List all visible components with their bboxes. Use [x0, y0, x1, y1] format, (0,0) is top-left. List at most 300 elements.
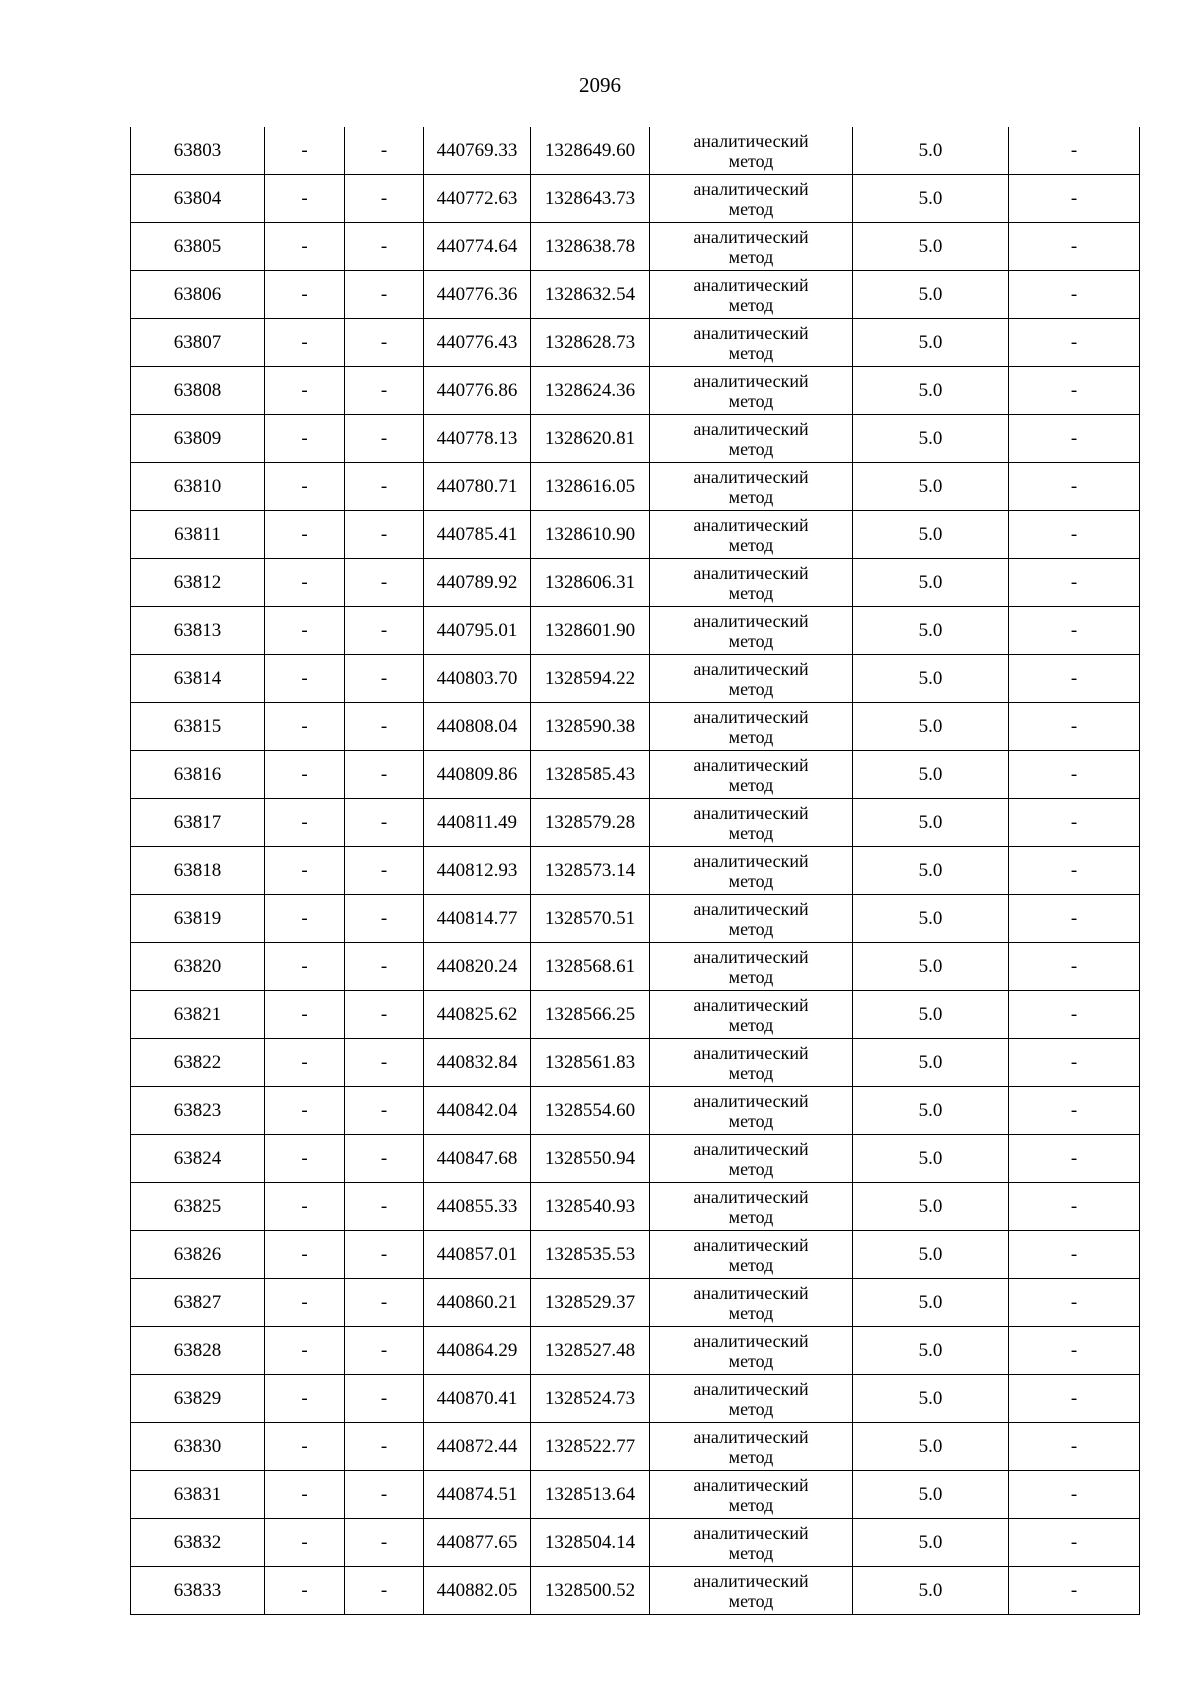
- dash-cell-3: -: [345, 175, 424, 223]
- x-coordinate-cell: 440860.21: [424, 1279, 531, 1327]
- point-id-cell: 63832: [131, 1519, 265, 1567]
- method-line-1: аналитический: [693, 1282, 809, 1303]
- table-row: [131, 703, 1140, 751]
- x-coordinate-cell: 440789.92: [424, 559, 531, 607]
- method-cell: [650, 991, 853, 1039]
- y-coordinate-cell: 1328585.43: [531, 751, 650, 799]
- x-coordinate-cell: 440842.04: [424, 1087, 531, 1135]
- dash-cell-2: -: [265, 271, 345, 319]
- dash-cell-3: -: [345, 1279, 424, 1327]
- accuracy-cell: 5.0: [853, 319, 1009, 367]
- table-row: [131, 463, 1140, 511]
- table-row: [131, 271, 1140, 319]
- method-line-2: метод: [728, 198, 774, 219]
- point-id-cell: 63810: [131, 463, 265, 511]
- y-coordinate-cell: 1328628.73: [531, 319, 650, 367]
- accuracy-cell: 5.0: [853, 1519, 1009, 1567]
- y-coordinate-cell: 1328513.64: [531, 1471, 650, 1519]
- dash-cell-3: -: [345, 1087, 424, 1135]
- method-line-2: метод: [728, 294, 774, 315]
- accuracy-cell: 5.0: [853, 1567, 1009, 1615]
- x-coordinate-cell: 440795.01: [424, 607, 531, 655]
- dash-cell-3: -: [345, 1519, 424, 1567]
- x-coordinate-cell: 440877.65: [424, 1519, 531, 1567]
- note-cell: -: [1009, 799, 1140, 847]
- note-cell: -: [1009, 271, 1140, 319]
- y-coordinate-cell: 1328624.36: [531, 367, 650, 415]
- y-coordinate-cell: 1328620.81: [531, 415, 650, 463]
- accuracy-cell: 5.0: [853, 607, 1009, 655]
- dash-cell-3: -: [345, 1183, 424, 1231]
- accuracy-cell: 5.0: [853, 367, 1009, 415]
- method-line-2: метод: [728, 582, 774, 603]
- method-line-2: метод: [728, 1110, 774, 1131]
- method-line-2: метод: [728, 1590, 774, 1611]
- dash-cell-2: -: [265, 1375, 345, 1423]
- table-row: [131, 1135, 1140, 1183]
- x-coordinate-cell: 440803.70: [424, 655, 531, 703]
- method-cell: [650, 751, 853, 799]
- note-cell: -: [1009, 1279, 1140, 1327]
- method-line-1: аналитический: [693, 850, 809, 871]
- note-cell: -: [1009, 943, 1140, 991]
- dash-cell-2: -: [265, 1471, 345, 1519]
- dash-cell-2: -: [265, 847, 345, 895]
- note-cell: -: [1009, 223, 1140, 271]
- accuracy-cell: 5.0: [853, 1087, 1009, 1135]
- method-line-2: метод: [728, 1158, 774, 1179]
- x-coordinate-cell: 440811.49: [424, 799, 531, 847]
- method-cell: [650, 463, 853, 511]
- accuracy-cell: 5.0: [853, 991, 1009, 1039]
- method-line-1: аналитический: [693, 898, 809, 919]
- table-row: [131, 991, 1140, 1039]
- point-id-cell: 63808: [131, 367, 265, 415]
- dash-cell-2: -: [265, 799, 345, 847]
- y-coordinate-cell: 1328529.37: [531, 1279, 650, 1327]
- method-line-2: метод: [728, 678, 774, 699]
- dash-cell-3: -: [345, 751, 424, 799]
- table-row: [131, 1087, 1140, 1135]
- method-line-1: аналитический: [693, 1522, 809, 1543]
- table-row: [131, 319, 1140, 367]
- method-line-1: аналитический: [693, 370, 809, 391]
- table-row: [131, 1567, 1140, 1615]
- point-id-cell: 63814: [131, 655, 265, 703]
- point-id-cell: 63811: [131, 511, 265, 559]
- point-id-cell: 63823: [131, 1087, 265, 1135]
- method-cell: [650, 415, 853, 463]
- method-line-1: аналитический: [693, 1330, 809, 1351]
- x-coordinate-cell: 440808.04: [424, 703, 531, 751]
- dash-cell-3: -: [345, 463, 424, 511]
- y-coordinate-cell: 1328527.48: [531, 1327, 650, 1375]
- table-row: [131, 415, 1140, 463]
- method-line-2: метод: [728, 438, 774, 459]
- dash-cell-2: -: [265, 367, 345, 415]
- x-coordinate-cell: 440874.51: [424, 1471, 531, 1519]
- point-id-cell: 63831: [131, 1471, 265, 1519]
- x-coordinate-cell: 440855.33: [424, 1183, 531, 1231]
- method-line-1: аналитический: [693, 322, 809, 343]
- method-line-2: метод: [728, 918, 774, 939]
- note-cell: -: [1009, 175, 1140, 223]
- method-cell: [650, 1423, 853, 1471]
- method-line-2: метод: [728, 1446, 774, 1467]
- accuracy-cell: 5.0: [853, 1327, 1009, 1375]
- dash-cell-3: -: [345, 271, 424, 319]
- y-coordinate-cell: 1328522.77: [531, 1423, 650, 1471]
- accuracy-cell: 5.0: [853, 463, 1009, 511]
- table-row: [131, 223, 1140, 271]
- point-id-cell: 63807: [131, 319, 265, 367]
- accuracy-cell: 5.0: [853, 1183, 1009, 1231]
- y-coordinate-cell: 1328524.73: [531, 1375, 650, 1423]
- method-line-2: метод: [728, 1254, 774, 1275]
- dash-cell-3: -: [345, 1423, 424, 1471]
- table-row: [131, 1039, 1140, 1087]
- method-line-1: аналитический: [693, 418, 809, 439]
- accuracy-cell: 5.0: [853, 1423, 1009, 1471]
- method-cell: [650, 1231, 853, 1279]
- dash-cell-3: -: [345, 1375, 424, 1423]
- accuracy-cell: 5.0: [853, 127, 1009, 175]
- x-coordinate-cell: 440769.33: [424, 127, 531, 175]
- dash-cell-2: -: [265, 175, 345, 223]
- accuracy-cell: 5.0: [853, 511, 1009, 559]
- method-line-1: аналитический: [693, 178, 809, 199]
- dash-cell-2: -: [265, 463, 345, 511]
- method-cell: [650, 511, 853, 559]
- method-cell: [650, 1135, 853, 1183]
- accuracy-cell: 5.0: [853, 1471, 1009, 1519]
- method-cell: [650, 175, 853, 223]
- point-id-cell: 63830: [131, 1423, 265, 1471]
- note-cell: -: [1009, 559, 1140, 607]
- table-row: [131, 175, 1140, 223]
- method-line-1: аналитический: [693, 1234, 809, 1255]
- method-cell: [650, 895, 853, 943]
- x-coordinate-cell: 440780.71: [424, 463, 531, 511]
- dash-cell-2: -: [265, 1135, 345, 1183]
- method-line-1: аналитический: [693, 1426, 809, 1447]
- note-cell: -: [1009, 127, 1140, 175]
- point-id-cell: 63806: [131, 271, 265, 319]
- method-line-1: аналитический: [693, 226, 809, 247]
- note-cell: -: [1009, 895, 1140, 943]
- method-line-1: аналитический: [693, 1090, 809, 1111]
- method-line-2: метод: [728, 486, 774, 507]
- method-cell: [650, 319, 853, 367]
- method-line-2: метод: [728, 1350, 774, 1371]
- method-line-1: аналитический: [693, 130, 809, 151]
- point-id-cell: 63803: [131, 127, 265, 175]
- method-line-1: аналитический: [693, 1042, 809, 1063]
- x-coordinate-cell: 440776.86: [424, 367, 531, 415]
- accuracy-cell: 5.0: [853, 703, 1009, 751]
- point-id-cell: 63833: [131, 1567, 265, 1615]
- dash-cell-2: -: [265, 1279, 345, 1327]
- method-line-1: аналитический: [693, 562, 809, 583]
- point-id-cell: 63819: [131, 895, 265, 943]
- point-id-cell: 63818: [131, 847, 265, 895]
- method-cell: [650, 943, 853, 991]
- accuracy-cell: 5.0: [853, 223, 1009, 271]
- note-cell: -: [1009, 1327, 1140, 1375]
- point-id-cell: 63820: [131, 943, 265, 991]
- coordinates-table: [130, 127, 1140, 1615]
- accuracy-cell: 5.0: [853, 847, 1009, 895]
- method-line-1: аналитический: [693, 1474, 809, 1495]
- y-coordinate-cell: 1328579.28: [531, 799, 650, 847]
- x-coordinate-cell: 440872.44: [424, 1423, 531, 1471]
- y-coordinate-cell: 1328649.60: [531, 127, 650, 175]
- x-coordinate-cell: 440814.77: [424, 895, 531, 943]
- note-cell: -: [1009, 991, 1140, 1039]
- dash-cell-3: -: [345, 1471, 424, 1519]
- dash-cell-2: -: [265, 223, 345, 271]
- dash-cell-3: -: [345, 799, 424, 847]
- note-cell: -: [1009, 1183, 1140, 1231]
- point-id-cell: 63816: [131, 751, 265, 799]
- method-cell: [650, 367, 853, 415]
- method-line-2: метод: [728, 822, 774, 843]
- point-id-cell: 63827: [131, 1279, 265, 1327]
- x-coordinate-cell: 440857.01: [424, 1231, 531, 1279]
- y-coordinate-cell: 1328550.94: [531, 1135, 650, 1183]
- dash-cell-2: -: [265, 607, 345, 655]
- method-line-2: метод: [728, 1062, 774, 1083]
- method-cell: [650, 703, 853, 751]
- method-line-2: метод: [728, 1398, 774, 1419]
- point-id-cell: 63826: [131, 1231, 265, 1279]
- method-line-1: аналитический: [693, 802, 809, 823]
- y-coordinate-cell: 1328568.61: [531, 943, 650, 991]
- method-cell: [650, 1567, 853, 1615]
- y-coordinate-cell: 1328594.22: [531, 655, 650, 703]
- method-line-1: аналитический: [693, 610, 809, 631]
- page-number: 2096: [579, 73, 621, 97]
- table-row: [131, 799, 1140, 847]
- x-coordinate-cell: 440774.64: [424, 223, 531, 271]
- accuracy-cell: 5.0: [853, 415, 1009, 463]
- x-coordinate-cell: 440870.41: [424, 1375, 531, 1423]
- accuracy-cell: 5.0: [853, 799, 1009, 847]
- dash-cell-3: -: [345, 511, 424, 559]
- dash-cell-3: -: [345, 1327, 424, 1375]
- y-coordinate-cell: 1328573.14: [531, 847, 650, 895]
- point-id-cell: 63825: [131, 1183, 265, 1231]
- point-id-cell: 63809: [131, 415, 265, 463]
- x-coordinate-cell: 440847.68: [424, 1135, 531, 1183]
- dash-cell-3: -: [345, 943, 424, 991]
- table-body: [131, 127, 1140, 1615]
- method-cell: [650, 1375, 853, 1423]
- dash-cell-2: -: [265, 895, 345, 943]
- dash-cell-2: -: [265, 991, 345, 1039]
- table-row: [131, 943, 1140, 991]
- x-coordinate-cell: 440776.43: [424, 319, 531, 367]
- dash-cell-3: -: [345, 415, 424, 463]
- method-line-1: аналитический: [693, 754, 809, 775]
- point-id-cell: 63821: [131, 991, 265, 1039]
- point-id-cell: 63815: [131, 703, 265, 751]
- accuracy-cell: 5.0: [853, 271, 1009, 319]
- x-coordinate-cell: 440772.63: [424, 175, 531, 223]
- table-row: [131, 1423, 1140, 1471]
- note-cell: -: [1009, 751, 1140, 799]
- table-row: [131, 1327, 1140, 1375]
- dash-cell-2: -: [265, 1327, 345, 1375]
- dash-cell-3: -: [345, 1039, 424, 1087]
- point-id-cell: 63824: [131, 1135, 265, 1183]
- y-coordinate-cell: 1328554.60: [531, 1087, 650, 1135]
- method-line-1: аналитический: [693, 1186, 809, 1207]
- y-coordinate-cell: 1328643.73: [531, 175, 650, 223]
- x-coordinate-cell: 440785.41: [424, 511, 531, 559]
- note-cell: -: [1009, 1423, 1140, 1471]
- y-coordinate-cell: 1328590.38: [531, 703, 650, 751]
- y-coordinate-cell: 1328601.90: [531, 607, 650, 655]
- dash-cell-2: -: [265, 943, 345, 991]
- note-cell: -: [1009, 1375, 1140, 1423]
- dash-cell-2: -: [265, 1423, 345, 1471]
- dash-cell-2: -: [265, 319, 345, 367]
- table-row: [131, 1471, 1140, 1519]
- table-row: [131, 1279, 1140, 1327]
- method-line-2: метод: [728, 342, 774, 363]
- dash-cell-2: -: [265, 751, 345, 799]
- y-coordinate-cell: 1328561.83: [531, 1039, 650, 1087]
- dash-cell-2: -: [265, 1087, 345, 1135]
- table-row: [131, 895, 1140, 943]
- method-cell: [650, 271, 853, 319]
- note-cell: -: [1009, 1087, 1140, 1135]
- y-coordinate-cell: 1328500.52: [531, 1567, 650, 1615]
- y-coordinate-cell: 1328570.51: [531, 895, 650, 943]
- accuracy-cell: 5.0: [853, 751, 1009, 799]
- method-cell: [650, 1327, 853, 1375]
- dash-cell-2: -: [265, 1231, 345, 1279]
- dash-cell-2: -: [265, 1039, 345, 1087]
- dash-cell-2: -: [265, 655, 345, 703]
- dash-cell-3: -: [345, 991, 424, 1039]
- x-coordinate-cell: 440825.62: [424, 991, 531, 1039]
- note-cell: -: [1009, 1231, 1140, 1279]
- method-line-2: метод: [728, 1542, 774, 1563]
- x-coordinate-cell: 440832.84: [424, 1039, 531, 1087]
- note-cell: -: [1009, 463, 1140, 511]
- method-line-2: метод: [728, 534, 774, 555]
- method-line-1: аналитический: [693, 1570, 809, 1591]
- table-row: [131, 655, 1140, 703]
- method-line-2: метод: [728, 1014, 774, 1035]
- note-cell: -: [1009, 607, 1140, 655]
- method-line-2: метод: [728, 1302, 774, 1323]
- point-id-cell: 63804: [131, 175, 265, 223]
- dash-cell-3: -: [345, 559, 424, 607]
- method-line-2: метод: [728, 1206, 774, 1227]
- note-cell: -: [1009, 1519, 1140, 1567]
- dash-cell-3: -: [345, 607, 424, 655]
- method-cell: [650, 1519, 853, 1567]
- table-row: [131, 1519, 1140, 1567]
- accuracy-cell: 5.0: [853, 1039, 1009, 1087]
- method-cell: [650, 1279, 853, 1327]
- method-line-1: аналитический: [693, 658, 809, 679]
- note-cell: -: [1009, 415, 1140, 463]
- accuracy-cell: 5.0: [853, 175, 1009, 223]
- method-line-1: аналитический: [693, 1138, 809, 1159]
- method-cell: [650, 847, 853, 895]
- method-line-2: метод: [728, 774, 774, 795]
- note-cell: -: [1009, 703, 1140, 751]
- method-cell: [650, 799, 853, 847]
- point-id-cell: 63813: [131, 607, 265, 655]
- y-coordinate-cell: 1328616.05: [531, 463, 650, 511]
- accuracy-cell: 5.0: [853, 1231, 1009, 1279]
- method-line-2: метод: [728, 630, 774, 651]
- point-id-cell: 63822: [131, 1039, 265, 1087]
- dash-cell-3: -: [345, 655, 424, 703]
- x-coordinate-cell: 440812.93: [424, 847, 531, 895]
- x-coordinate-cell: 440776.36: [424, 271, 531, 319]
- dash-cell-2: -: [265, 127, 345, 175]
- dash-cell-3: -: [345, 1567, 424, 1615]
- method-line-2: метод: [728, 150, 774, 171]
- method-line-2: метод: [728, 1494, 774, 1515]
- method-cell: [650, 1039, 853, 1087]
- method-line-1: аналитический: [693, 946, 809, 967]
- x-coordinate-cell: 440882.05: [424, 1567, 531, 1615]
- accuracy-cell: 5.0: [853, 1375, 1009, 1423]
- method-cell: [650, 607, 853, 655]
- method-line-2: метод: [728, 390, 774, 411]
- note-cell: -: [1009, 655, 1140, 703]
- table-row: [131, 367, 1140, 415]
- note-cell: -: [1009, 367, 1140, 415]
- method-cell: [650, 1471, 853, 1519]
- note-cell: -: [1009, 319, 1140, 367]
- dash-cell-2: -: [265, 1567, 345, 1615]
- table-row: [131, 127, 1140, 175]
- dash-cell-3: -: [345, 895, 424, 943]
- dash-cell-3: -: [345, 1231, 424, 1279]
- method-line-2: метод: [728, 246, 774, 267]
- dash-cell-3: -: [345, 223, 424, 271]
- y-coordinate-cell: 1328504.14: [531, 1519, 650, 1567]
- point-id-cell: 63829: [131, 1375, 265, 1423]
- y-coordinate-cell: 1328638.78: [531, 223, 650, 271]
- x-coordinate-cell: 440864.29: [424, 1327, 531, 1375]
- point-id-cell: 63812: [131, 559, 265, 607]
- accuracy-cell: 5.0: [853, 559, 1009, 607]
- method-line-1: аналитический: [693, 274, 809, 295]
- dash-cell-2: -: [265, 415, 345, 463]
- y-coordinate-cell: 1328540.93: [531, 1183, 650, 1231]
- method-line-1: аналитический: [693, 514, 809, 535]
- method-cell: [650, 1087, 853, 1135]
- method-line-1: аналитический: [693, 466, 809, 487]
- method-cell: [650, 655, 853, 703]
- table-row: [131, 1231, 1140, 1279]
- table-row: [131, 607, 1140, 655]
- dash-cell-3: -: [345, 367, 424, 415]
- x-coordinate-cell: 440820.24: [424, 943, 531, 991]
- method-line-1: аналитический: [693, 994, 809, 1015]
- point-id-cell: 63805: [131, 223, 265, 271]
- y-coordinate-cell: 1328610.90: [531, 511, 650, 559]
